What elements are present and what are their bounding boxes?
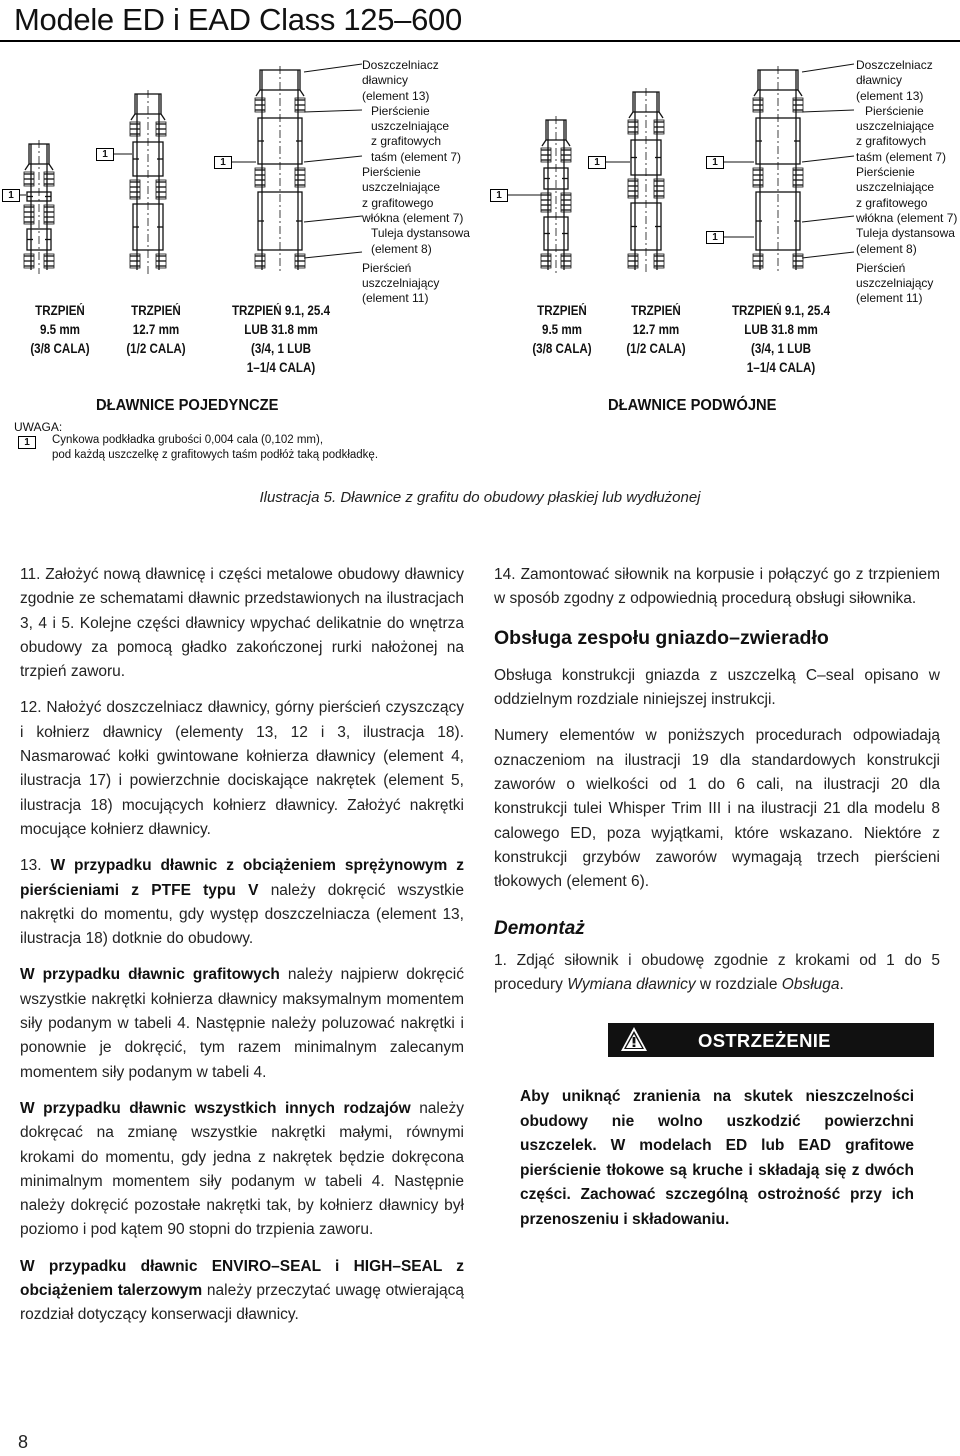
packing-stack <box>753 66 803 274</box>
other-packing-paragraph: W przypadku dławnic wszystkich innych rodzajów należy dokręcać na zmianę wszystkie nakrętki małymi, równymi krokami do momentu, gdy jedna z nakrętek będzie dokręcona minimalnym momentem siły podanym w tabeli 4. Następnie należy dokręcić pozostałe nakrętki tak, by kołnierz dławnicy był poziomo i pod kątem 90 stopni do trzpienia zaworu. <box>20 1099 464 1239</box>
page-number: 8 <box>18 1432 29 1452</box>
step-14: 14. Zamontować siłownik na korpusie i połączyć go z trzpieniem w sposób zgodny z odpowiednią procedurą obsługi siłownika. <box>494 566 940 608</box>
right-column <box>494 563 940 1232</box>
callout-line: Pierścień <box>362 260 412 275</box>
disassembly-step-1: 1. Zdjąć siłownik i obudowę zgodnie z krokami od 1 do 5 procedury Wymiana dławnicy w rozdziale Obsługa. <box>494 951 940 994</box>
key-marker: 1 <box>214 156 232 169</box>
callout-line: (element 8) <box>856 241 917 256</box>
packing-figure <box>0 52 960 522</box>
callout-line: dławnicy <box>856 73 903 88</box>
callout-line: dławnicy <box>362 73 409 88</box>
packing-stack <box>628 88 664 274</box>
stem-label-large: TRZPIEŃ 9.1, 25.4 LUB 31.8 mm (3/4, 1 LUB 1–1/4 CALA) <box>731 303 831 375</box>
leader-line <box>304 64 362 72</box>
key-numbers-paragraph: Numery elementów w poniższych procedurach odpowiadają oznaczeniom na ilustracji 19 dla standardowych konstrukcji zaworów o wielkości od 1 do 6 cali, na ilustracji 20 dla konstrukcji tulei Whisper Trim III i na ilustracji 21 dla modelu 8 calowego ED, poza wyjątkami, które wskazano. Niektóre z konstrukcji grzybów zaworów wymagają trzech pierścieni tłokowych (element 6). <box>494 727 940 891</box>
warning-banner <box>608 1023 934 1057</box>
callout-line: włókna (element 7) <box>856 210 958 225</box>
leader-line <box>304 216 362 222</box>
leader-line <box>304 156 362 162</box>
callout-line: Tuleja dystansowa <box>371 226 470 241</box>
stem-label-9-5: TRZPIEŃ 9.5 mm (3/8 CALA) <box>30 303 90 356</box>
leader-line <box>304 252 362 258</box>
callout-line: z grafitowych <box>856 134 927 149</box>
callout-line: Doszczelniacz <box>856 58 933 72</box>
packing-stack <box>255 66 305 274</box>
section-heading: Obsługa zespołu gniazdo–zwieradło <box>494 626 829 649</box>
single-packing-title: DŁAWNICE POJEDYNCZE <box>96 397 279 414</box>
key-marker: 1 <box>2 189 20 202</box>
callout-line: (element 13) <box>856 88 924 103</box>
callout-line: Pierścienie <box>371 103 430 118</box>
double-packing-title: DŁAWNICE PODWÓJNE <box>608 397 777 414</box>
leader-line <box>802 64 854 72</box>
callout-line: z grafitowych <box>371 134 442 149</box>
leader-line <box>802 156 854 162</box>
leader-line <box>802 110 854 112</box>
callout-line: taśm (element 7) <box>856 149 947 164</box>
graphite-packing-paragraph: W przypadku dławnic grafitowych należy najpierw dokręcić wszystkie nakrętki kołnierza dławnicy maksymalnym momentem siły podanym w tabeli 4. Następnie należy poluzować nakrętki i ponownie je dokręcić, tym razem minimalnym zalecanym momentem siły podanym w tabeli 4. <box>20 966 464 1081</box>
key-marker: 1 <box>96 148 114 161</box>
leader-line <box>304 110 362 112</box>
callout-line: uszczelniające <box>362 180 441 195</box>
callout-line: taśm (element 7) <box>371 149 462 164</box>
warning-text: Aby uniknąć zranienia na skutek nieszczelności obudowy nie wolno uszkodzić powierzchni uszczelek. W modelach ED lub EAD grafitowe pierścienie tłokowe są kruche i składają się z dwóch części. Zachować szczególną ostrożność przy ich przenoszeniu i składowaniu. <box>520 1088 914 1228</box>
callout-line: (element 11) <box>362 291 429 306</box>
stem-label-12-7: TRZPIEŃ 12.7 mm (1/2 CALA) <box>126 303 186 356</box>
stem-label-large: TRZPIEŃ 9.1, 25.4 LUB 31.8 mm (3/4, 1 LUB 1–1/4 CALA) <box>231 303 331 375</box>
figure-caption: Ilustracja 5. Dławnice z grafitu do obudowy płaskiej lub wydłużonej <box>259 489 701 506</box>
callout-line: Pierścienie <box>362 165 421 180</box>
callout-line: włókna (element 7) <box>362 210 464 225</box>
warning-triangle-icon <box>620 1026 648 1052</box>
key-marker: 1 <box>18 436 36 449</box>
stem-label-12-7: TRZPIEŃ 12.7 mm (1/2 CALA) <box>626 303 686 356</box>
step-12: 12. Nałożyć doszczelniacz dławnicy, górny pierścień czyszczący i kołnierz dławnicy (elementy 13, 12 i 3, ilustracja 18). Nasmarować kołki gwintowane kołnierza dławnicy (element 4, ilustracja 17) i powierzchnie dociskające nakrętek (element 5, ilustracja 18) mocujących kołnierz dławnicy. Założyć nakrętki mocujące kołnierz dławnicy. <box>20 699 464 838</box>
key-marker: 1 <box>706 156 724 169</box>
page-header <box>0 0 960 42</box>
enviro-seal-paragraph: W przypadku dławnic ENVIRO–SEAL i HIGH–SEAL z obciążeniem talerzowym należy przeczytać uwagę otwierającą rozdział dotyczący konserwacji dławnicy. <box>20 1257 464 1324</box>
warning-title: OSTRZEŻENIE <box>698 1030 831 1052</box>
leader-line <box>802 216 854 222</box>
stem-label-9-5: TRZPIEŃ 9.5 mm (3/8 CALA) <box>532 303 592 356</box>
callout-line: z grafitowego <box>856 195 928 210</box>
callout-line: uszczelniające <box>856 119 935 134</box>
callout-line: Doszczelniacz <box>362 58 439 72</box>
callout-line: Pierścienie <box>865 103 924 118</box>
packing-stack <box>130 90 166 274</box>
callout-line: uszczelniające <box>856 180 935 195</box>
c-seal-paragraph: Obsługa konstrukcji gniazda z uszczelką C–seal opisano w oddzielnym rozdziale niniejszej instrukcji. <box>494 666 940 709</box>
callout-line: uszczelniające <box>371 119 450 134</box>
left-column <box>20 563 464 1340</box>
callout-line: (element 13) <box>362 88 430 103</box>
callout-line: Pierścień <box>856 260 906 275</box>
leader-line <box>802 252 854 258</box>
step-13: 13. W przypadku dławnic z obciążeniem sprężynowym z pierścieniami z PTFE typu V należy dokręcić wszystkie nakrętki do momentu, gdy występ doszczelniacza (element 13, ilustracja 18) dotknie do obudowy. <box>20 857 464 948</box>
left-callouts <box>362 58 470 307</box>
callout-line: uszczelniający <box>362 276 440 291</box>
key-marker: 1 <box>588 156 606 169</box>
key-marker: 1 <box>490 189 508 202</box>
callout-line: Tuleja dystansowa <box>856 226 955 241</box>
step-11: 11. Założyć nową dławnicę i części metalowe obudowy dławnicy zgodnie ze schematami dławnic przedstawionych na ilustracjach 3, 4 i 5. Kolejne części dławnicy wpychać delikatnie do wnętrza obudowy za pomocą gładko zakończonej rurki nałożonej na trzpień zaworu. <box>20 566 464 681</box>
note-label: UWAGA: <box>14 420 63 434</box>
callout-line: z grafitowego <box>362 195 434 210</box>
packing-stack <box>24 140 54 274</box>
callout-line: (element 8) <box>371 241 432 256</box>
page-title: Modele ED i EAD Class 125–600 <box>14 2 462 37</box>
packing-stack <box>541 116 571 274</box>
disassembly-heading: Demontaż <box>494 917 585 939</box>
note-text: Cynkowa podkładka grubości 0,004 cala (0,102 mm), pod każdą uszczelkę z grafitowych taśm podłóż taką podkładkę. <box>52 434 379 461</box>
right-callouts <box>856 58 957 307</box>
key-marker: 1 <box>706 231 724 244</box>
callout-line: (element 11) <box>856 291 923 306</box>
callout-line: uszczelniający <box>856 276 934 291</box>
callout-line: Pierścienie <box>856 165 915 180</box>
